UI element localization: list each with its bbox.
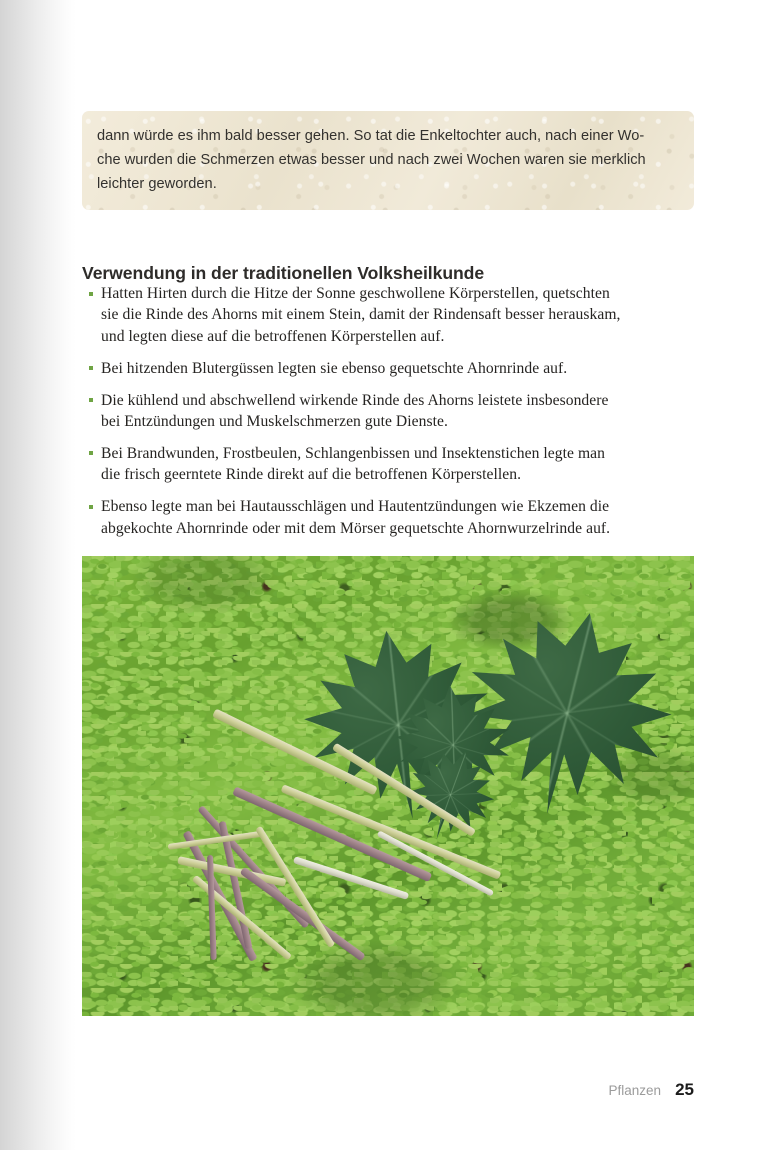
- bullet-square-icon: [89, 505, 93, 509]
- moss-shading: [82, 556, 694, 1016]
- page-gutter-shadow: [0, 0, 76, 1150]
- list-item-line: Hatten Hirten durch die Hitze der Sonne geschwollene Körperstellen, quetschten: [101, 285, 610, 302]
- usage-bullet-list: [82, 283, 694, 550]
- bullet-square-icon: [89, 366, 93, 370]
- list-item-line: Bei hitzenden Blutergüssen legten sie ebenso gequetschte Ahornrinde auf.: [101, 359, 568, 377]
- list-item-line: Bei Brandwunden, Frostbeulen, Schlangenbissen und Insektenstichen legte man: [101, 444, 606, 462]
- list-item: [82, 443, 694, 486]
- list-item-line: bei Entzündungen und Muskelschmerzen gute Dienste.: [101, 413, 448, 431]
- page-number: 25: [675, 1080, 694, 1099]
- list-item: [82, 390, 694, 433]
- story-line: che wurden die Schmerzen etwas besser und nach zwei Wochen waren sie merklich: [97, 152, 646, 168]
- section-heading: Verwendung in der traditionellen Volksheilkunde: [82, 262, 485, 283]
- maple-photo: [82, 556, 694, 1016]
- list-item-line: Die kühlend und abschwellend wirkende Rinde des Ahorns leistete insbesondere: [101, 391, 609, 409]
- list-item: [82, 358, 694, 379]
- bullet-square-icon: [89, 398, 93, 402]
- list-item: [82, 496, 694, 539]
- list-item-line: und legten diese auf die betroffenen Körperstellen auf.: [101, 327, 445, 345]
- bullet-square-icon: [89, 292, 93, 296]
- footer-section-label: Pflanzen: [608, 1083, 662, 1098]
- story-line: leichter geworden.: [97, 176, 217, 192]
- list-item: [82, 283, 694, 347]
- list-item-line: sie die Rinde des Ahorns mit einem Stein, damit der Rindensaft besser herauskam,: [101, 306, 621, 324]
- page-footer: [609, 1080, 694, 1100]
- list-item-line: abgekochte Ahornrinde oder mit dem Mörser gequetschte Ahornwurzelrinde auf.: [101, 519, 611, 537]
- list-item-line: die frisch geerntete Rinde direkt auf die betroffenen Körperstellen.: [101, 466, 522, 484]
- story-line: dann würde es ihm bald besser gehen. So tat die Enkeltochter auch, nach einer Wo-: [97, 128, 645, 144]
- page-content-column: [82, 0, 694, 1150]
- story-callout-box: [82, 111, 694, 210]
- list-item-line: Ebenso legte man bei Hautausschlägen und Hautentzündungen wie Ekzemen die: [101, 498, 610, 516]
- bullet-square-icon: [89, 451, 93, 455]
